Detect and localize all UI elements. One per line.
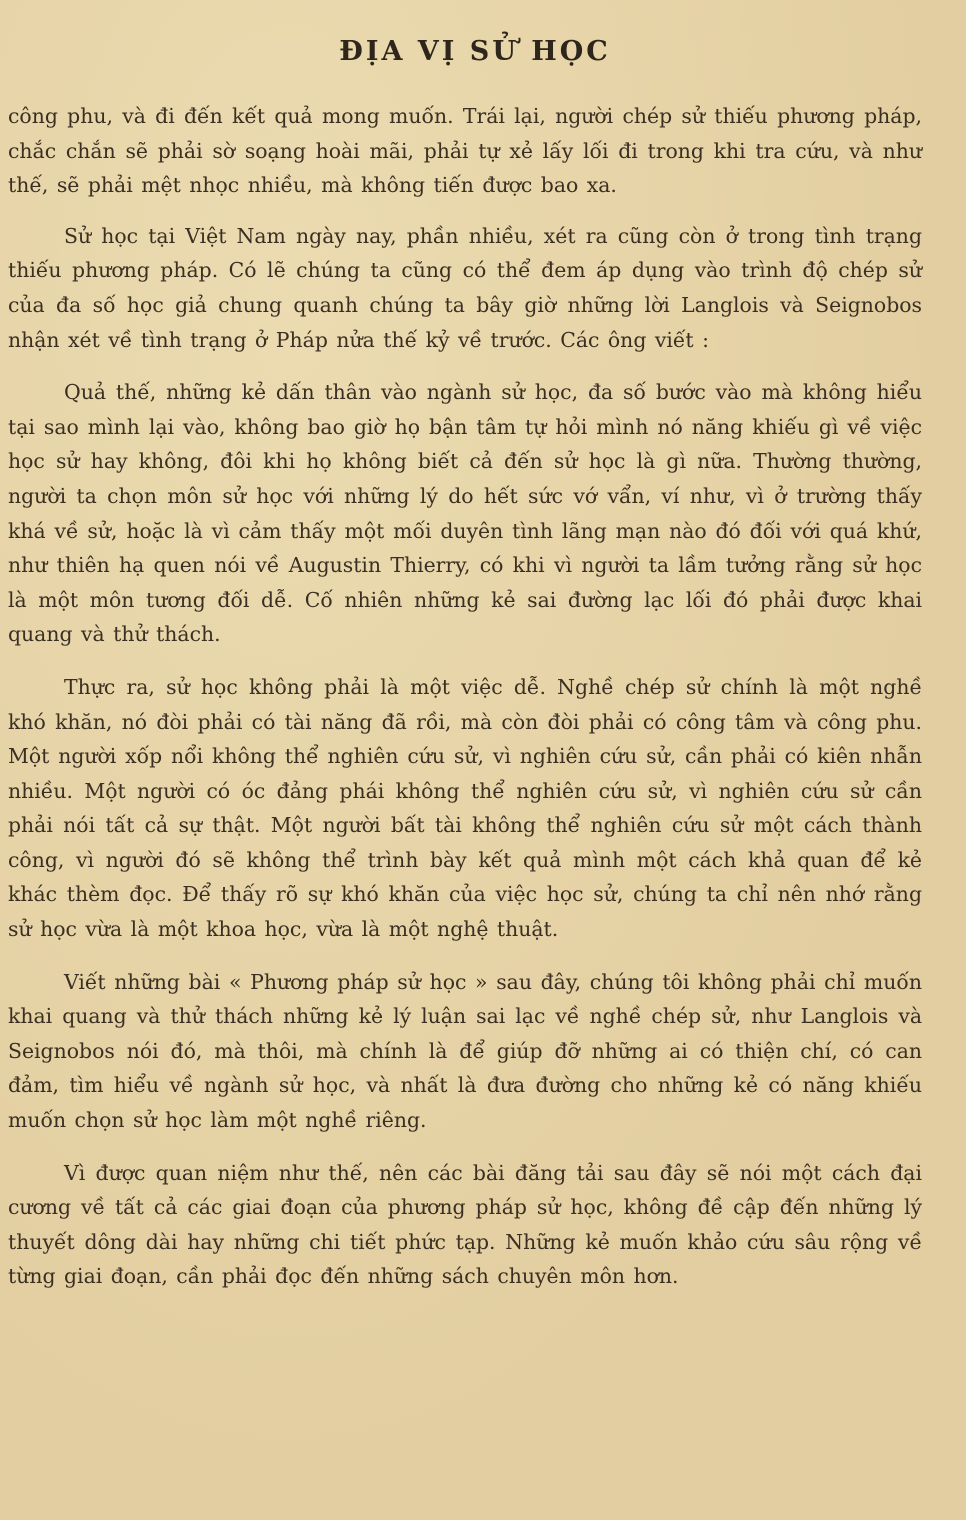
running-header: ĐỊA VỊ SỬ HỌC [339,36,611,67]
paragraph-scope: Vì được quan niệm như thế, nên các bài đăng tải sau đây sẽ nói một cách đại cương về tất cả các giai đoạn của phương pháp sử học, không đề cập đến những lý thuyết dông dài hay những chi tiết phức tạp. Những kẻ muốn khảo cứu sâu rộng về từng giai đoạn, cần phải đọc đến những sách chuyên môn hơn. [8,1160,922,1289]
paragraph-vietnam-history: Sử học tại Việt Nam ngày nay, phần nhiều, xét ra cũng còn ở trong tình trạng thiếu phương pháp. Có lẽ chúng ta cũng có thể đem áp dụng vào trình độ chép sử của đa số học giả chung quanh chúng ta bây giờ những lời Langlois và Seignobos nhận xét về tình trạng ở Pháp nửa thế kỷ về trước. Các ông viết : [8,223,922,352]
paragraph-quotation: Quả thế, những kẻ dấn thân vào ngành sử học, đa số bước vào mà không hiểu tại sao mình lại vào, không bao giờ họ bận tâm tự hỏi mình nó năng khiếu gì về việc học sử hay không, đôi khi họ không biết cả đến sử học là gì nữa. Thường thường, người ta chọn môn sử học với những lý do hết sức vớ vẩn, ví như, vì ở trường thấy khá về sử, hoặc là vì cảm thấy một mối duyên tình lãng mạn nào đó đối với quá khứ, như thiên hạ quen nói về Augustin Thierry, có khi vì người ta lầm tưởng rằng sử học là một môn tương đối dễ. Cố nhiên những kẻ sai đường lạc lối đó phải được khai quang và thử thách. [8,380,922,647]
paragraph-purpose: Viết những bài « Phương pháp sử học » sau đây, chúng tôi không phải chỉ muốn khai quang và thử thách những kẻ lý luận sai lạc về nghề chép sử, như Langlois và Seignobos nói đó, mà thôi, mà chính là để giúp đỡ những ai có thiện chí, có can đảm, tìm hiểu về ngành sử học, và nhất là đưa đường cho những kẻ có năng khiếu muốn chọn sử học làm một nghề riêng. [8,969,922,1133]
paragraph-difficulty: Thực ra, sử học không phải là một việc dễ. Nghề chép sử chính là một nghề khó khăn, nó đòi phải có tài năng đã rồi, mà còn đòi phải có công tâm và công phu. Một người xốp nổi không thể nghiên cứu sử, vì nghiên cứu sử, cần phải có kiên nhẫn nhiều. Một người có óc đảng phái không thể nghiên cứu sử, vì nghiên cứu sử cần phải nói tất cả sự thật. Một người bất tài không thể nghiên cứu sử một cách thành công, vì người đó sẽ không thể trình bày kết quả mình một cách khả quan để kẻ khác thèm đọc. Để thấy rõ sự khó khăn của việc học sử, chúng ta chỉ nên nhớ rằng sử học vừa là một khoa học, vừa là một nghệ thuật. [8,674,922,942]
paragraph-continuation: công phu, và đi đến kết quả mong muốn. Trái lại, người chép sử thiếu phương pháp, chắc chắn sẽ phải sờ soạng hoài mãi, phải tự xẻ lấy lối đi trong khi tra cứu, và như thế, sẽ phải mệt nhọc nhiều, mà không tiến được bao xa. [8,104,922,198]
